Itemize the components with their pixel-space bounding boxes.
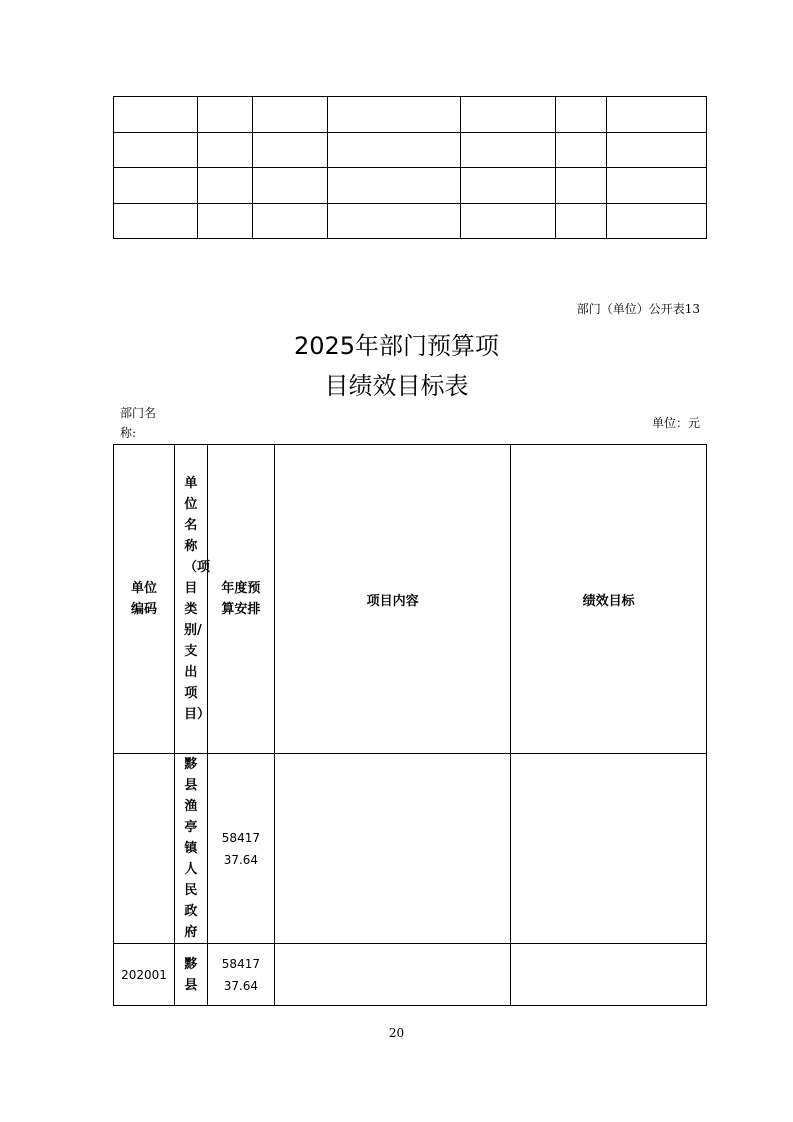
table-row [114,97,707,133]
cell-goal [511,754,707,944]
cell-goal [511,944,707,1006]
cell-name: 黟县 [174,944,207,1006]
department-label-cont: 称: [120,426,137,440]
table-row [114,754,707,944]
table-row [114,203,707,239]
cell-content [274,944,511,1006]
table-row [114,168,707,204]
cell-code [114,754,175,944]
cell-content [274,754,511,944]
table-row [114,132,707,168]
table-row [114,944,707,1006]
header-unit-name: 单位名称（项目类别/支出项目） [174,445,207,754]
cell-budget: 5841737.64 [207,944,274,1006]
page-number: 20 [388,1026,405,1040]
performance-goal-table [113,444,707,1006]
header-annual-budget: 年度预算安排 [207,445,274,754]
cell-code: 202001 [114,944,175,1006]
header-unit-code: 单位编码 [114,445,175,754]
form-code: 部门（单位）公开表13 [576,302,700,316]
continued-blank-table [113,96,707,239]
header-project-content: 项目内容 [274,445,511,754]
department-label: 部门名 [120,406,157,420]
page-title-line2: 目绩效目标表 [324,372,469,400]
unit-label: 单位：元 [651,416,700,430]
cell-budget: 5841737.64 [207,754,274,944]
table-header-row [114,445,707,754]
cell-name: 黟县渔亭镇人民政府 [174,754,207,944]
header-performance-goal: 绩效目标 [511,445,707,754]
page-title-line1: 2025年部门预算项 [293,332,500,360]
